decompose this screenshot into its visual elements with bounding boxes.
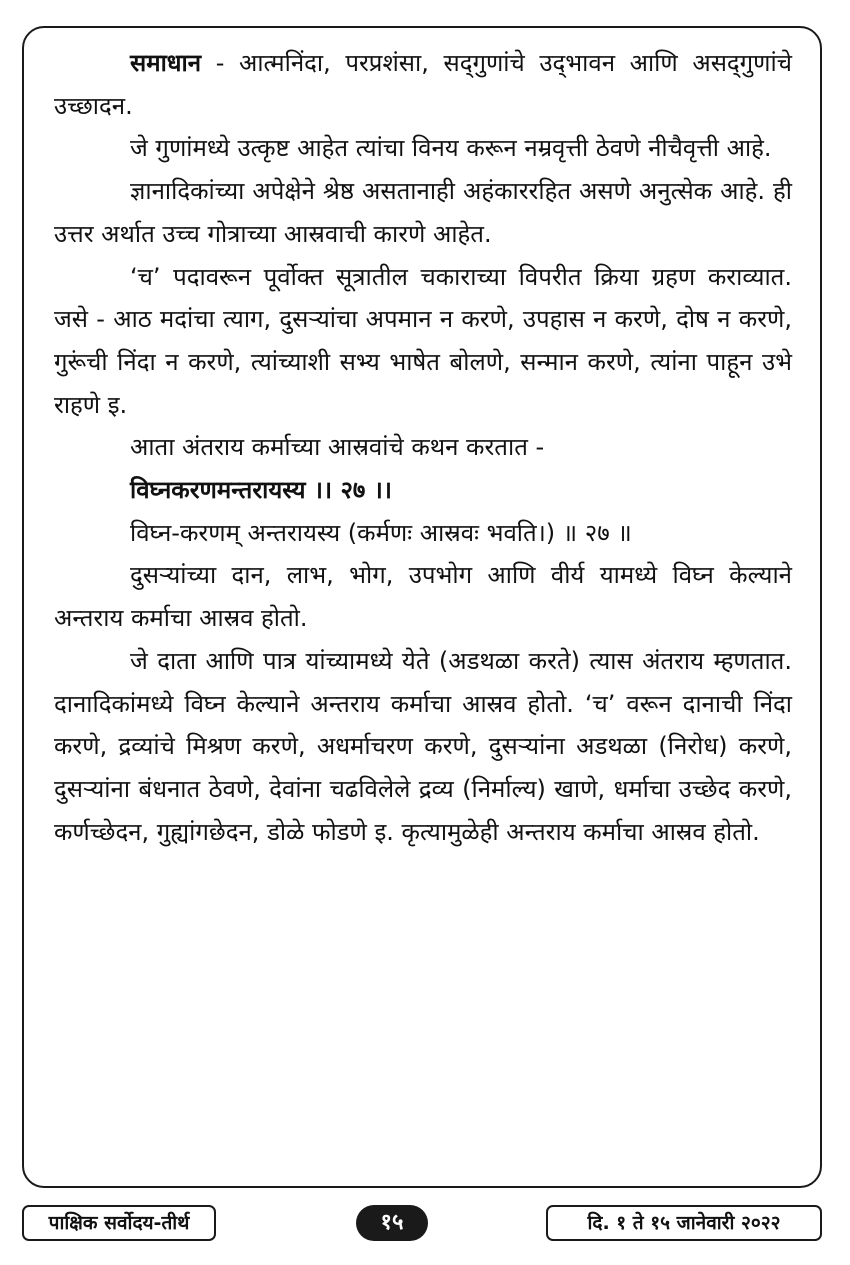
answer-text: - आत्मनिंदा, परप्रशंसा, सद्‌गुणांचे उद्‌भावन आणि असद्‌गुणांचे उच्छादन. bbox=[54, 49, 792, 120]
issue-date: दि. १ ते १५ जानेवारी २०२२ bbox=[546, 1205, 822, 1241]
sutra-heading: विघ्नकरणमन्तरायस्य ।। २७ ।। bbox=[130, 476, 392, 505]
page-number: १५ bbox=[356, 1205, 428, 1241]
paragraph-anutsek: ज्ञानादिकांच्या अपेक्षेने श्रेष्ठ असतानाही अहंकाररहित असणे अनुत्सेक आहे. ही उत्तर अर्थात उच्च गोत्राच्या आस्रवाची कारणे आहेत. bbox=[54, 177, 792, 248]
paragraph-antaraya-intro: आता अंतराय कर्माच्या आस्रवांचे कथन करतात - bbox=[130, 433, 545, 462]
paragraph-nichaivritti: जे गुणांमध्ये उत्कृष्ट आहेत त्यांचा विनय करून नम्रवृत्ती ठेवणे नीचैवृत्ती आहे. bbox=[130, 134, 772, 163]
paragraph-answer bbox=[54, 42, 792, 127]
article-body bbox=[54, 42, 792, 853]
paragraph-sutra-meaning: दुसऱ्यांच्या दान, लाभ, भोग, उपभोग आणि वीर्य यामध्ये विघ्न केल्याने अन्तराय कर्माचा आस्रव होतो. bbox=[54, 561, 792, 633]
paragraph-antaraya-explanation: जे दाता आणि पात्र यांच्यामध्ये येते (अडथळा करते) त्यास अंतराय म्हणतात. दानादिकांमध्ये विघ्न केल्याने अन्तराय कर्माचा आस्रव होतो. ‘च’ वरून दानाची निंदा करणे, द्रव्यांचे मिश्रण करणे, अधर्माचरण करणे, दुसऱ्यांना अडथळा (निरोध) करणे, दुसऱ्यांना बंधनात ठेवणे, देवांना चढविलेले द्रव्य (निर्माल्य) खाणे, धर्माचा उच्छेद करणे, कर्णच्छेदन, गुह्यांगछेदन, डोळे फोडणे इ. कृत्यामुळेही अन्तराय कर्माचा आस्रव होतो. bbox=[54, 646, 792, 846]
paragraph-cha-meaning: ‘च’ पदावरून पूर्वोक्त सूत्रातील चकाराच्या विपरीत क्रिया ग्रहण कराव्यात. जसे - आठ मदांचा त्याग, दुसऱ्यांचा अपमान न करणे, उपहास न करणे, दोष न करणे, गुरूंची निंदा न करणे, त्यांच्याशी सभ्य भाषेत बोलणे, सन्मान करणे, त्यांना पाहून उभे राहणे इ. bbox=[54, 262, 792, 419]
sutra-breakdown: विघ्न-करणम् अन्तरायस्य (कर्मणः आस्रवः भवति।) ॥ २७ ॥ bbox=[130, 518, 632, 547]
answer-label: समाधान bbox=[130, 49, 202, 77]
publication-name: पाक्षिक सर्वोदय-तीर्थ bbox=[22, 1205, 216, 1241]
